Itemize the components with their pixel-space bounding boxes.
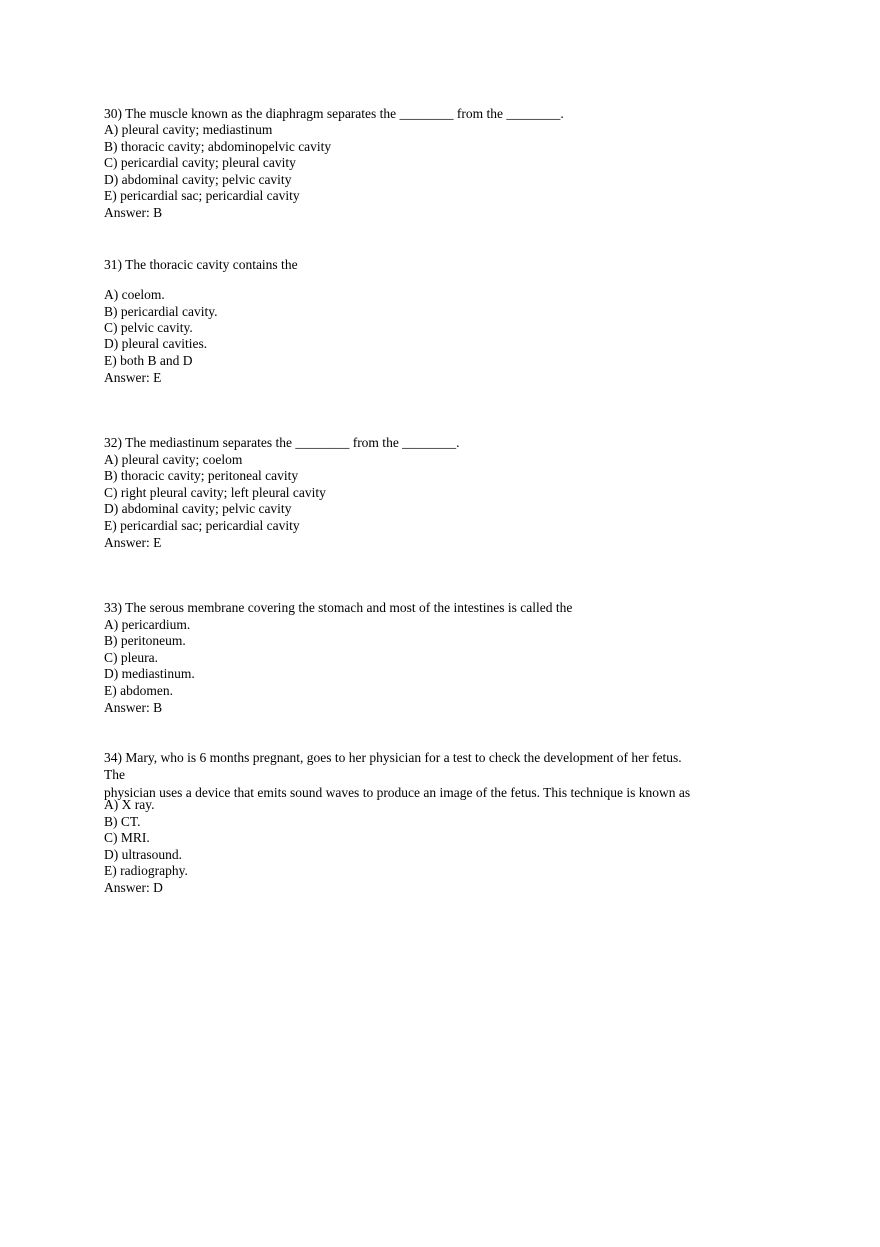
question-34-answer: Answer: D (104, 880, 163, 895)
question-31-stem: 31) The thoracic cavity contains the (104, 257, 298, 272)
question-33-answer: Answer: B (104, 700, 163, 715)
question-31-option-b: B) pericardial cavity. (104, 304, 218, 319)
question-32-stem: 32) The mediastinum separates the ________ from the ________. (104, 435, 460, 450)
question-30-option-b: B) thoracic cavity; abdominopelvic cavity (104, 139, 332, 154)
question-34-stem-line-3: physician uses a device that emits sound waves to produce an image of the fetus. This technique is known as (104, 785, 691, 800)
question-32-option-b: B) thoracic cavity; peritoneal cavity (104, 468, 299, 483)
question-30-answer: Answer: B (104, 205, 163, 220)
question-33-stem: 33) The serous membrane covering the stomach and most of the intestines is called the (104, 600, 573, 615)
question-33-option-b: B) peritoneum. (104, 633, 186, 648)
question-33-option-e: E) abdomen. (104, 683, 173, 698)
question-33-option-c: C) pleura. (104, 650, 158, 665)
question-32-option-e: E) pericardial sac; pericardial cavity (104, 518, 300, 533)
question-34-option-a: A) X ray. (104, 797, 155, 812)
question-31-option-e: E) both B and D (104, 353, 193, 368)
question-32-option-d: D) abdominal cavity; pelvic cavity (104, 501, 292, 516)
question-33-option-a: A) pericardium. (104, 617, 191, 632)
question-32-option-a: A) pleural cavity; coelom (104, 452, 243, 467)
question-31-answer: Answer: E (104, 370, 162, 385)
question-32-option-c: C) right pleural cavity; left pleural cavity (104, 485, 326, 500)
question-30-option-e: E) pericardial sac; pericardial cavity (104, 188, 300, 203)
question-30-stem: 30) The muscle known as the diaphragm separates the ________ from the ________. (104, 106, 564, 121)
question-34-stem: 34) Mary, who is 6 months pregnant, goes to her physician for a test to check the development of her fetus. (104, 750, 682, 765)
question-30-option-c: C) pericardial cavity; pleural cavity (104, 155, 296, 170)
question-34-option-b: B) CT. (104, 814, 141, 829)
question-31-option-c: C) pelvic cavity. (104, 320, 193, 335)
question-31-option-d: D) pleural cavities. (104, 336, 208, 351)
question-31-option-a: A) coelom. (104, 287, 165, 302)
question-34-option-c: C) MRI. (104, 830, 150, 845)
question-34-option-e: E) radiography. (104, 863, 188, 878)
question-34-stem-continued: The (104, 767, 125, 782)
question-30-option-a: A) pleural cavity; mediastinum (104, 122, 273, 137)
question-33-option-d: D) mediastinum. (104, 666, 195, 681)
question-30-option-d: D) abdominal cavity; pelvic cavity (104, 172, 292, 187)
question-34-option-d: D) ultrasound. (104, 847, 182, 862)
question-32-answer: Answer: E (104, 535, 162, 550)
